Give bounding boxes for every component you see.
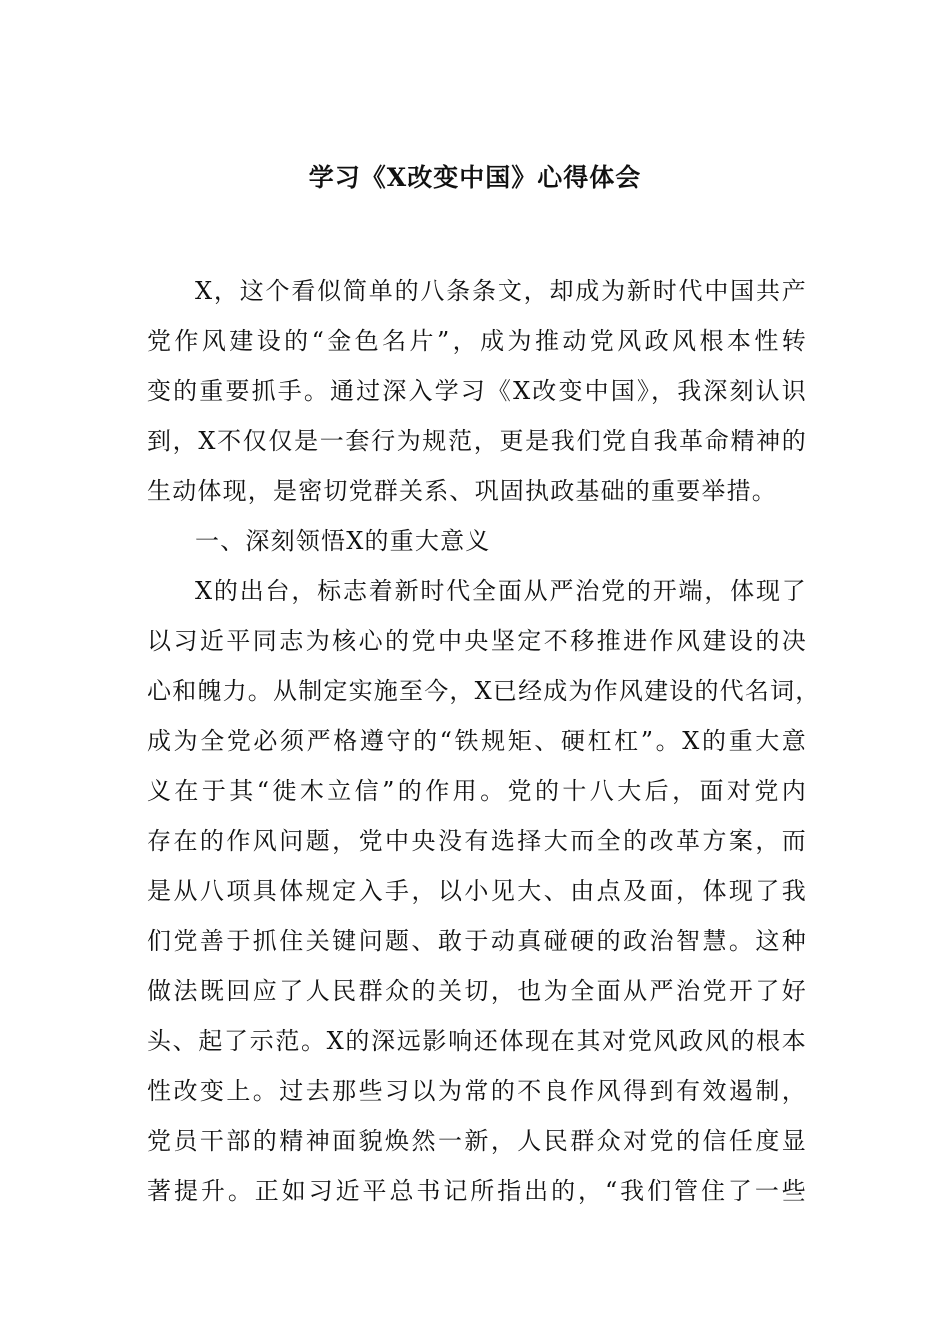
paragraph-line: 成为全党必须严格遵守的“铁规矩、硬杠杠”。X的重大意 bbox=[147, 727, 807, 755]
paragraph-line: 生动体现，是密切党群关系、巩固执政基础的重要举措。 bbox=[147, 477, 777, 505]
paragraph-line: 们党善于抓住关键问题、敢于动真碰硬的政治智慧。这种 bbox=[147, 927, 807, 955]
paragraph-line: 党作风建设的“金色名片”，成为推动党风政风根本性转 bbox=[147, 327, 807, 355]
section-heading: 一、深刻领悟X的重大意义 bbox=[195, 527, 491, 555]
paragraph-line: 是从八项具体规定入手，以小见大、由点及面，体现了我 bbox=[147, 877, 807, 905]
paragraph-line: 存在的作风问题，党中央没有选择大而全的改革方案，而 bbox=[147, 827, 807, 855]
paragraph-line: 心和魄力。从制定实施至今，X已经成为作风建设的代名词， bbox=[147, 677, 821, 705]
paragraph-line: X的出台，标志着新时代全面从严治党的开端，体现了 bbox=[195, 577, 807, 605]
paragraph-line: 性改变上。过去那些习以为常的不良作风得到有效遏制， bbox=[147, 1077, 807, 1105]
document-body bbox=[147, 266, 821, 1216]
paragraph-line: 到，X不仅仅是一套行为规范，更是我们党自我革命精神的 bbox=[147, 427, 807, 455]
paragraph-line: 义在于其“徙木立信”的作用。党的十八大后，面对党内 bbox=[147, 777, 807, 805]
paragraph-line: X，这个看似简单的八条条文，却成为新时代中国共产 bbox=[195, 277, 807, 305]
paragraph-line: 以习近平同志为核心的党中央坚定不移推进作风建设的决 bbox=[147, 627, 807, 655]
document-title: 学习《X改变中国》心得体会 bbox=[308, 163, 642, 192]
paragraph-line: 头、起了示范。X的深远影响还体现在其对党风政风的根本 bbox=[147, 1027, 807, 1055]
paragraph-line: 变的重要抓手。通过深入学习《X改变中国》，我深刻认识 bbox=[147, 377, 807, 405]
paragraph-line: 党员干部的精神面貌焕然一新，人民群众对党的信任度显 bbox=[147, 1127, 807, 1155]
paragraph-line: 做法既回应了人民群众的关切，也为全面从严治党开了好 bbox=[147, 977, 807, 1005]
paragraph-line: 著提升。正如习近平总书记所指出的，“我们管住了一些 bbox=[147, 1177, 807, 1205]
